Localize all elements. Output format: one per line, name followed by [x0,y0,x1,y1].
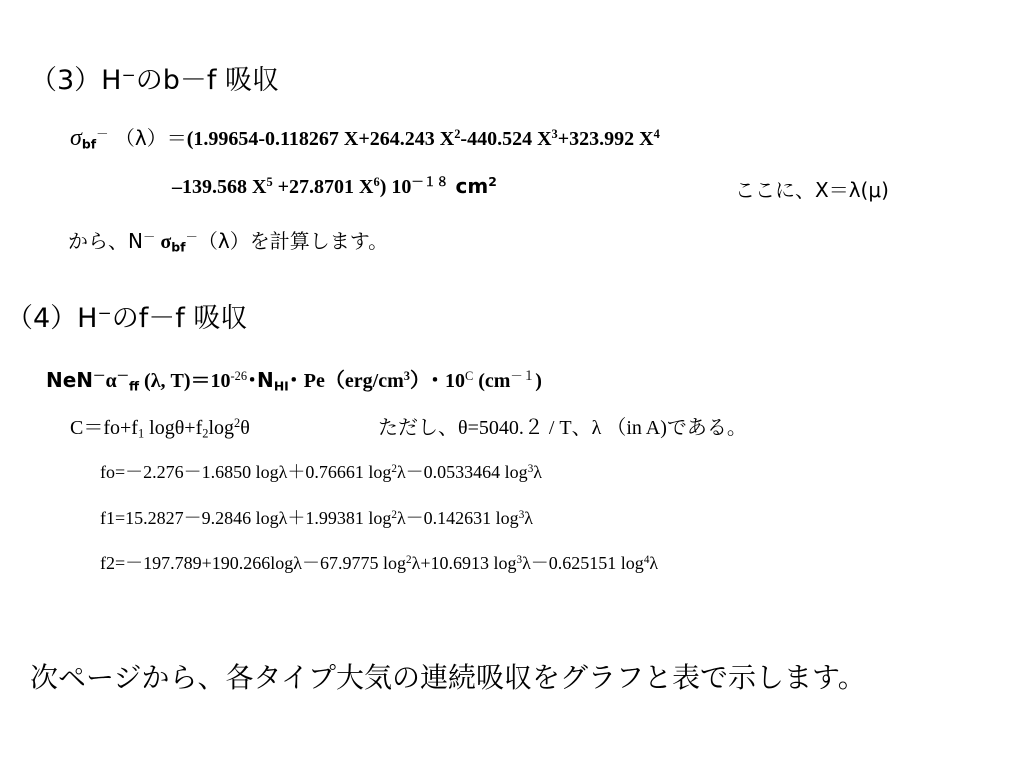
c-eq-d: θ [240,417,250,439]
f1-e3: 3 [518,508,525,521]
c-sub1: 1 [137,426,145,441]
c-exp2: 2 [234,416,241,431]
exp3: 3 [551,127,558,142]
pe-exp: 3 [403,369,410,384]
exp-c: C [464,369,474,384]
sigma-sup: － [96,126,109,142]
f2-equation [100,549,658,575]
sigma-bf-formula-line1 [70,122,660,152]
f2-e3: 3 [516,553,523,566]
sigma-sub: bf [81,136,97,152]
section3-heading: （3）H⁻のb－f 吸収 [30,65,279,96]
calc-sigma-sub: bf [171,239,186,255]
f2-c: λ－0.625151 log [522,553,644,573]
footer-note: 次ページから、各タイプ大気の連続吸収をグラフと表で示します。 [30,661,866,694]
alpha-sub: ff [129,378,140,394]
exp5: 5 [266,175,273,190]
unit-close: ) [535,370,542,392]
dot-n: ･N [247,368,274,392]
coef-open: (1.99654-0.118267 X+264.243 X [186,128,455,150]
calc-n-sigma-line [68,225,388,254]
nhi-sub: HI [273,378,289,394]
theta-note: ただし、θ=5040.２ / T、λ （in A)である。 [378,417,747,439]
fo-c: λ [533,462,542,482]
calc-sigma-sup: － [185,229,198,245]
c-sub2: 2 [202,426,209,441]
calc-prefix: から、N [68,229,143,253]
c-eq-a: C＝fo+f [70,417,138,439]
coef-b: -440.524 X [460,128,552,150]
fo-equation [100,458,542,484]
exp-m26: -26 [230,369,248,384]
exp6: 6 [373,175,380,190]
unit-open: (cm [473,370,511,392]
fo-e2: 2 [391,462,397,475]
ne-alpha-ff-formula [46,364,542,393]
f2-e2: 2 [406,553,412,566]
f2-d: λ [649,553,659,573]
fo-b: λ－0.0533464 log [396,462,528,482]
unit-exp: －１ [510,369,536,384]
fo-e3: 3 [527,462,534,475]
lambda-paren: （λ）＝ [114,126,187,150]
f1-c: λ [524,508,533,528]
c-equation-line [70,411,250,440]
fo-a: fo=－2.276－1.6850 logλ＋0.76661 log [100,462,392,482]
ne-n: NeN [46,368,94,392]
f2-e4: 4 [643,553,650,566]
unit-exp: 2 [488,174,497,190]
sigma-symbol: σ [70,125,82,151]
line2-a: –139.568 X [172,176,267,198]
alpha-sup: － [116,368,129,384]
f2-a: f2=－197.789+190.266logλ－67.9775 log [100,553,407,573]
f1-e2: 2 [391,508,397,521]
calc-suffix: （λ）を計算します。 [197,229,389,253]
exp-m18: －１８ [411,174,449,190]
pe-part: ･ Pe（erg/cm [288,370,404,392]
calc-n-sup: － [142,229,156,245]
args: (λ, T)＝10 [139,370,231,392]
section4-heading: （4）H⁻のf－f 吸収 [6,303,248,334]
calc-sigma: σ [155,231,172,253]
pe-close: ）･ 10 [409,370,465,392]
c-eq-c: log [208,417,234,439]
line2-c: ) 10 [379,176,412,198]
f1-a: f1=15.2827－9.2846 logλ＋1.99381 log [100,508,392,528]
where-x-equals-lambda: ここに、X＝λ(μ) [735,178,889,202]
exp4: 4 [653,127,660,142]
exp2: 2 [454,127,461,142]
coef-c: +323.992 X [557,128,654,150]
sigma-bf-formula-line2 [172,174,497,199]
line2-b: +27.8701 X [272,176,374,198]
f1-equation [100,504,533,530]
ne-sup: － [93,368,106,384]
f1-b: λ－0.142631 log [396,508,519,528]
c-eq-b: logθ+f [144,417,203,439]
f2-b: λ+10.6913 log [411,553,517,573]
unit-cm: cm [448,174,489,198]
alpha: α [105,370,117,392]
